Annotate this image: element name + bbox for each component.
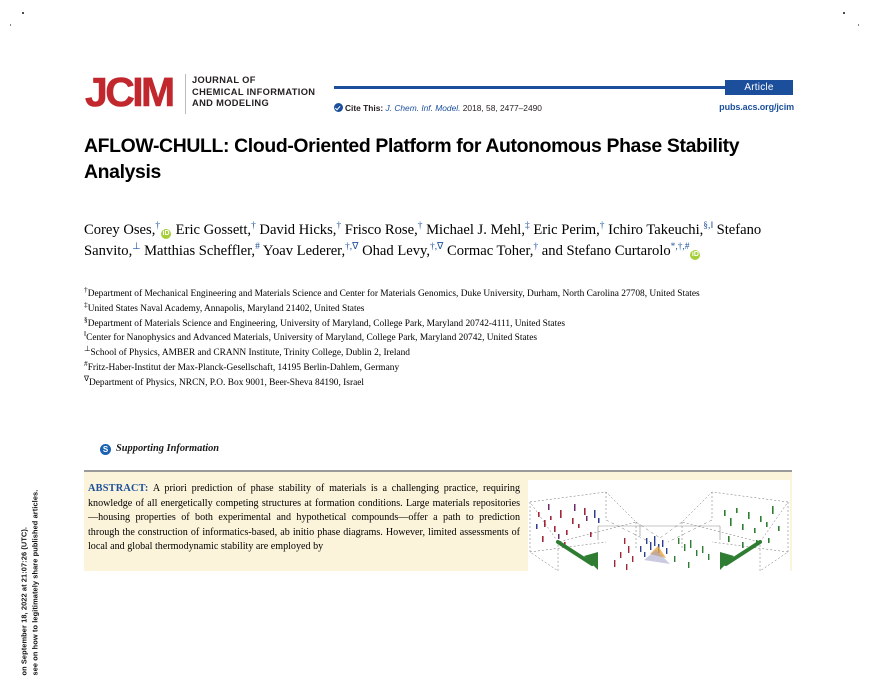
cite-this-label: Cite This: (345, 103, 384, 113)
abstract-section (84, 470, 792, 571)
affiliation-item (84, 358, 784, 376)
author-list: Corey Oses,†iD Eric Gossett,† David Hicks,† Frisco Rose,† Michael J. Mehl,‡ Eric Perim,† Ichiro Takeuchi,§,‖ Stefano Sanvito,⊥ Matthias Scheffler,# Yoav Lederer,†,∇ Ohad Levy,†,∇ Cormac Toher,† and Stefano Curtarolo*,†,#iD (84, 221, 762, 259)
affiliation-text: United States Naval Academy, Annapolis, Maryland 21402, United States (87, 303, 365, 314)
crop-mark-top-right-secondary (858, 24, 859, 26)
article-type-badge: Article (725, 80, 793, 95)
affiliation-symbol: ⊥ (84, 344, 91, 353)
abstract-label: ABSTRACT: (88, 483, 149, 494)
masthead-rule (334, 86, 729, 89)
affiliation-symbol: † (84, 284, 88, 294)
affiliation-item (84, 344, 784, 361)
convex-hull-phase-diagram-graphic (528, 480, 790, 571)
orcid-icon[interactable]: iD (691, 250, 699, 258)
affiliation-text: Department of Mechanical Engineering and Materials Science and Center for Materials Genomics, Duke University, Durham, North Carolina 27708, United States (87, 289, 700, 299)
affiliation-text: School of Physics, AMBER and CRANN Institute, Trinity College, Dublin 2, Ireland (90, 348, 410, 359)
affiliation-text: Department of Physics, NRCN, P.O. Box 9001, Beer-Sheva 84190, Israel (88, 377, 364, 388)
supporting-information-link[interactable] (100, 443, 219, 454)
publisher-url[interactable]: pubs.acs.org/jcim (719, 102, 794, 112)
cite-volume-pages: 2018, 58, 2477–2490 (462, 103, 542, 113)
jcim-logo: JCIM (85, 69, 173, 115)
journal-name-line-1: JOURNAL OF (192, 75, 256, 85)
affiliation-item (84, 299, 784, 317)
download-stamp-line-2: see on how to legitimately share published articles. (30, 489, 39, 676)
affiliation-item (84, 329, 784, 346)
journal-masthead (84, 66, 794, 124)
page-title: AFLOW-CHULL: Cloud-Oriented Platform for Autonomous Phase Stability Analysis (84, 135, 740, 183)
download-stamp-line-1: on September 18, 2022 at 21:07:26 (UTC). (19, 526, 29, 676)
abstract-text (88, 482, 520, 555)
arrow-right (720, 542, 760, 570)
abstract-body: A priori prediction of phase stability of materials is a challenging practice, requiring knowledge of all energetically competing structures at formation conditions. Large materials repositories—housing properties of both experimental and hypothetical compounds—offer a path to prediction through the construction of informatics-based, ab initio phase diagrams. However, limited assessments of local and global thermodynamic stability are employed by (88, 483, 521, 553)
affiliation-item (84, 373, 784, 391)
affiliation-symbol: ‡ (84, 299, 88, 309)
affiliation-item (84, 314, 784, 332)
journal-name-line-3: AND MODELING (192, 98, 270, 109)
orcid-icon[interactable]: iD (162, 230, 170, 237)
affiliation-symbol: ∇ (84, 373, 89, 383)
affiliation-text: Department of Materials Science and Engineering, University of Maryland, College Park, Maryland 20742-4111, United States (87, 318, 566, 329)
journal-name-line-2: CHEMICAL INFORMATION (192, 86, 316, 97)
article-page (84, 0, 794, 569)
download-stamp (0, 0, 39, 676)
affiliation-symbol: ‖ (84, 329, 87, 339)
affiliation-symbol: # (84, 358, 88, 368)
toc-graphic-svg (528, 480, 790, 571)
affiliation-text: Center for Nanophysics and Advanced Materials, University of Maryland, College Park, Maryland 20742, United States (86, 333, 538, 344)
affiliation-text: Fritz-Haber-Institut der Max-Planck-Gesellschaft, 14195 Berlin-Dahlem, Germany (87, 362, 400, 373)
supporting-information-icon: S (100, 444, 111, 455)
affiliation-symbol: § (84, 314, 88, 324)
affiliation-list (84, 284, 784, 391)
crop-mark-top-right (843, 12, 845, 14)
arrow-left (558, 542, 598, 570)
supporting-information-label: Supporting Information (116, 443, 220, 454)
cite-journal-name[interactable]: J. Chem. Inf. Model. (385, 103, 461, 113)
affiliation-item (84, 284, 784, 302)
